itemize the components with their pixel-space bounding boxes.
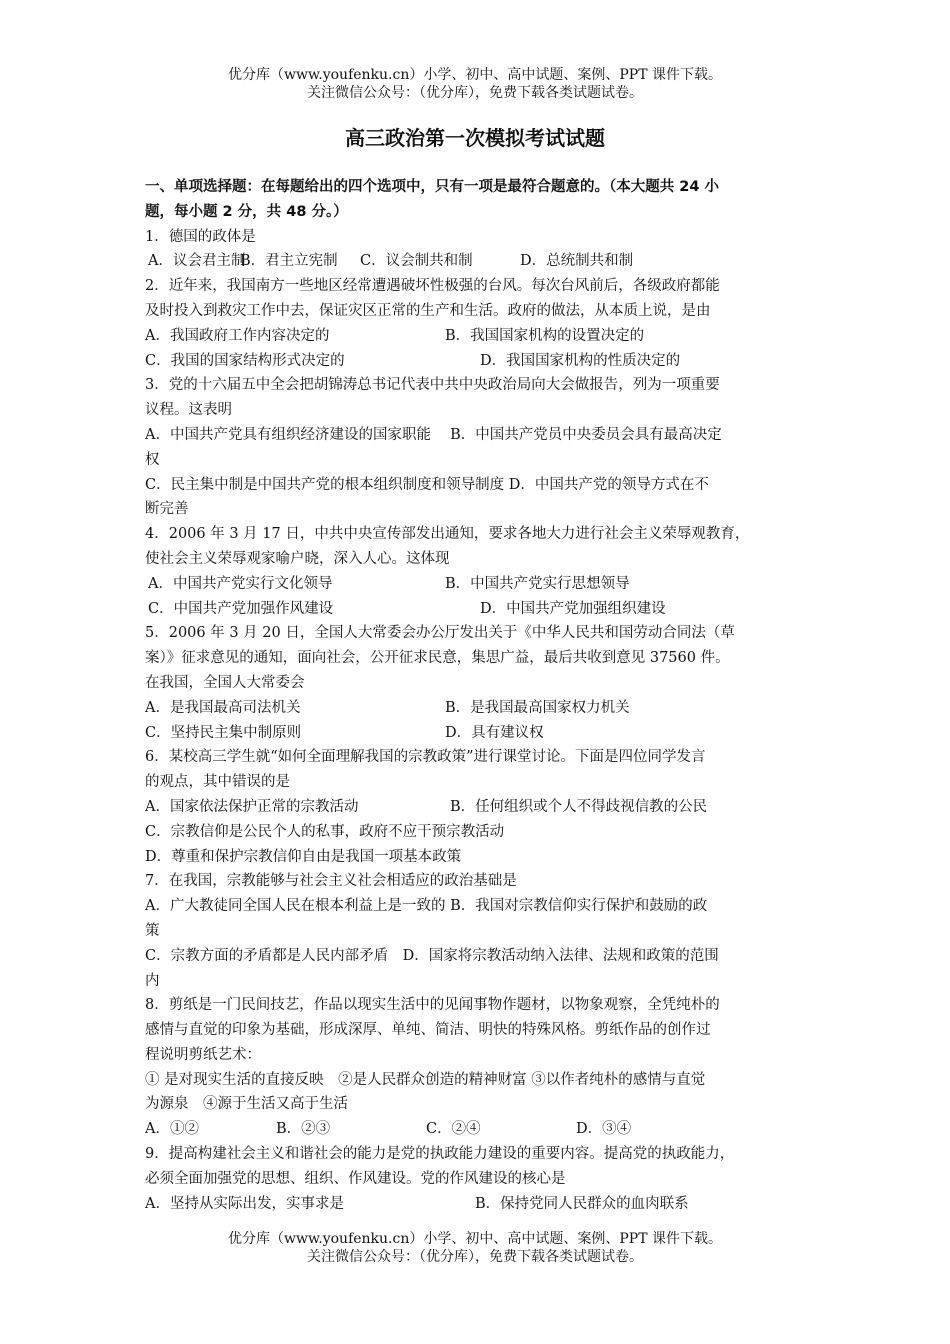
- q8-items-line-1: ① 是对现实生活的直接反映 ②是人民群众创造的精神财富 ③以作者纯朴的感情与直觉: [145, 1071, 706, 1088]
- q5-options-ab: [145, 696, 820, 721]
- q5-option-a: A．是我国最高司法机关: [145, 699, 301, 716]
- section-heading-line-1: 一、单项选择题：在每题给出的四个选项中，只有一项是最符合题意的。（本大题共 24 小: [145, 179, 720, 195]
- q2-options-cd: [145, 349, 820, 374]
- q9-stem-line-1: 9．提高构建社会主义和谐社会的能力是党的执政能力建设的重要内容。提高党的执政能力，: [145, 1146, 735, 1163]
- q6-options-ab: [145, 795, 820, 820]
- exam-content: [145, 175, 820, 1216]
- q6-option-c: C．宗教信仰是公民个人的私事，政府不应干预宗教活动: [145, 823, 505, 840]
- q7-stem: 7．在我国，宗教能够与社会主义社会相适应的政治基础是: [145, 873, 517, 890]
- q2-stem-line-1: 2．近年来，我国南方一些地区经常遭遇破坏性极强的台风。每次台风前后，各级政府都能: [145, 278, 720, 295]
- q8-items-line-2: 为源泉 ④源于生活又高于生活: [145, 1096, 348, 1113]
- q5-stem-line-3: 在我国，全国人大常委会: [145, 674, 305, 691]
- q5-option-d: D．具有建议权: [445, 724, 544, 741]
- q4-stem-line-2: 使社会主义荣辱观家喻户晓，深入人心。这体现: [145, 550, 450, 567]
- q5-options-cd: [145, 721, 820, 746]
- q4-options-cd: [145, 597, 820, 622]
- q3-options-ab-line-1: A．中国共产党具有组织经济建设的国家职能 B．中国共产党员中央委员会具有最高决定: [145, 426, 722, 443]
- q8-options: [145, 1117, 820, 1142]
- q8-stem-line-3: 程说明剪纸艺术：: [145, 1046, 261, 1063]
- q6-stem-line-1: 6．某校高三学生就“如何全面理解我国的宗教政策”进行课堂讨论。下面是四位同学发言: [145, 749, 706, 766]
- q4-options-ab: [145, 572, 820, 597]
- q2-option-a: A．我国政府工作内容决定的: [145, 327, 330, 344]
- footer-line-2: 关注微信公众号：（优分库），免费下载各类试题试卷。: [307, 1249, 643, 1265]
- q2-options-ab: [145, 324, 820, 349]
- q7-options-cd-line-2: 内: [145, 972, 160, 989]
- q1-option-c: C．议会制共和制: [360, 253, 473, 270]
- q8-option-b: B．②③: [276, 1121, 331, 1138]
- q7-options-ab-line-2: 策: [145, 922, 160, 939]
- q7-options-cd-line-1: C．宗教方面的矛盾都是人民内部矛盾 D．国家将宗教活动纳入法律、法规和政策的范围: [145, 947, 719, 964]
- q3-options-ab-line-2: 权: [145, 451, 160, 468]
- q8-stem-line-1: 8．剪纸是一门民间技艺，作品以现实生活中的见闻事物作题材，以物象观察，全凭纯朴的: [145, 997, 720, 1014]
- q1-stem: 1．德国的政体是: [145, 228, 256, 245]
- q6-option-d: D．尊重和保护宗教信仰自由是我国一项基本政策: [145, 848, 462, 865]
- footer-line-1: 优分库（www.youfenku.cn）小学、初中、高中试题、案例、PPT 课件下载。: [227, 1231, 722, 1247]
- q8-option-c: C．②④: [426, 1121, 481, 1138]
- q2-option-c: C．我国的国家结构形式决定的: [145, 352, 345, 369]
- q9-option-b: B．保持党同人民群众的血肉联系: [475, 1195, 689, 1212]
- q4-stem-line-1: 4．2006 年 3 月 17 日，中共中央宣传部发出通知，要求各地大力进行社会主义荣辱观教育，: [145, 526, 750, 543]
- q7-options-ab-line-1: A．广大教徒同全国人民在根本利益上是一致的 B．我国对宗教信仰实行保护和鼓励的政: [145, 898, 708, 915]
- q6-stem-line-2: 的观点，其中错误的是: [145, 774, 290, 791]
- q5-option-c: C．坚持民主集中制原则: [145, 724, 302, 741]
- q3-options-cd-line-2: 断完善: [145, 501, 189, 518]
- q2-stem-line-2: 及时投入到救灾工作中去，保证灾区正常的生产和生活。政府的做法，从本质上说，是由: [145, 302, 711, 319]
- q4-option-c: C．中国共产党加强作风建设: [148, 600, 334, 617]
- q6-option-b: B．任何组织或个人不得歧视信教的公民: [450, 798, 708, 815]
- q8-stem-line-2: 感情与直觉的印象为基础，形成深厚、单纯、简洁、明快的特殊风格。剪纸作品的创作过: [145, 1022, 711, 1039]
- q1-option-d: D．总统制共和制: [520, 253, 634, 270]
- page-footer: [0, 1230, 950, 1266]
- page-title: 高三政治第一次模拟考试试题: [345, 126, 605, 150]
- q5-stem-line-2: 案）》征求意见的通知，面向社会，公开征求民意，集思广益，最后共收到意见 37560 件。: [145, 650, 730, 667]
- header-line-2: 关注微信公众号：（优分库），免费下载各类试题试卷。: [307, 85, 643, 101]
- q4-option-a: A．中国共产党实行文化领导: [148, 575, 333, 592]
- q5-stem-line-1: 5．2006 年 3 月 20 日，全国人大常委会办公厅发出关于《中华人民共和国劳动合同法（草: [145, 625, 735, 642]
- q1-option-b: B．君主立宪制: [240, 253, 338, 270]
- q1-options: [145, 249, 820, 274]
- q3-stem-line-1: 3．党的十六届五中全会把胡锦涛总书记代表中共中央政治局向大会做报告，列为一项重要: [145, 377, 720, 394]
- q4-option-d: D．中国共产党加强组织建设: [480, 600, 666, 617]
- q8-option-a: A．①②: [145, 1121, 199, 1138]
- q2-option-b: B．我国国家机构的设置决定的: [445, 327, 645, 344]
- q9-stem-line-2: 必须全面加强党的思想、组织、作风建设。党的作风建设的核心是: [145, 1170, 566, 1187]
- q5-option-b: B．是我国最高国家权力机关: [445, 699, 630, 716]
- q1-option-a: A．议会君主制: [148, 253, 246, 270]
- q9-options-ab: [145, 1192, 820, 1217]
- header-line-1: 优分库（www.youfenku.cn）小学、初中、高中试题、案例、PPT 课件下载。: [227, 67, 722, 83]
- q6-option-a: A．国家依法保护正常的宗教活动: [145, 798, 359, 815]
- q9-option-a: A．坚持从实际出发，实事求是: [145, 1195, 344, 1212]
- q8-option-d: D．③④: [576, 1121, 632, 1138]
- q3-options-cd-line-1: C．民主集中制是中国共产党的根本组织制度和领导制度 D．中国共产党的领导方式在不: [145, 476, 709, 493]
- section-heading-line-2: 题，每小题 2 分，共 48 分。）: [145, 203, 348, 220]
- q3-stem-line-2: 议程。这表明: [145, 402, 232, 419]
- q2-option-d: D．我国国家机构的性质决定的: [480, 352, 681, 369]
- q4-option-b: B．中国共产党实行思想领导: [445, 575, 630, 592]
- page-header: [0, 66, 950, 102]
